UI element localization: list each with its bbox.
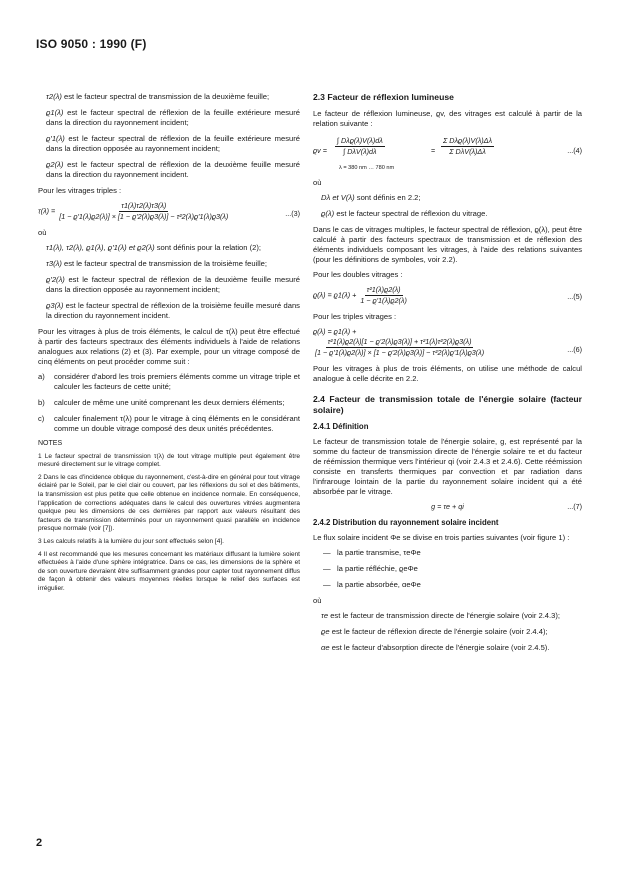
- page-header: ISO 9050 : 1990 (F): [36, 37, 147, 51]
- list-item: — la partie absorbée, αeΦe: [323, 580, 421, 589]
- note: 2 Dans le cas d'incidence oblique du rayonnement, c'est-à-dire en général pour tout vitrage éclairé par le Soleil, par le ciel clair ou couvert, par les réflexions du sol et des bâtiments, la transmission est plus petite que celle obtenue en incidence normale. En conséquence, l'application de corrections adéquates dans le calcul des ouvertures vitrées augmentera quelque peu les dimensions de ces dernières par rapport aux valeurs résultant des facteurs de transmission déterminés pour un rayonnement quasi parallèle en incidence presque normale (voir [7]).: [38, 473, 300, 533]
- notes-title: NOTES: [38, 440, 63, 447]
- definition-item: ϱe est le facteur de réflexion directe de l'énergie solaire (voir 2.4.4);: [321, 627, 548, 636]
- definition-item: ϱ1(λ) est le facteur spectral de réflexion de la feuille extérieure mesuré dans la direction du rayonnement incident;: [46, 108, 300, 127]
- equation-5: ϱ(λ) = ϱ1(λ) + $\frac{\text{τ²1(λ)ϱ2(λ)}}{1 - ϱ'1(\lambda)ϱ2(\lambda)}$ ...(5): [313, 285, 582, 305]
- equation-7: g = τe + qi ...(7): [431, 502, 582, 511]
- definition-item: τe est le facteur de transmission directe de l'énergie solaire (voir 2.4.3);: [321, 611, 560, 620]
- definition-item: τ1(λ), τ2(λ), ϱ1(λ), ϱ′1(λ) et ϱ2(λ) sont définis pour la relation (2);: [46, 243, 261, 252]
- paragraph: Le facteur de transmission totale de l'énergie solaire, g, est représenté par la somme du facteur de transmission directe de l'énergie solaire τe et du facteur de réémission thermique vers l'intérieur qi (voir 2.4.3 et 2.4.6). Cette réémission consiste en transferts thermiques par convection et par radiation dans l'infrarouge lointain de la partie du rayonnement solaire incident qui a été absorbée par le vitrage.: [313, 437, 582, 496]
- solar-parts-list: [313, 548, 582, 590]
- page-number: 2: [36, 837, 43, 849]
- paragraph: Le facteur de réflexion lumineuse, ϱv, des vitrages est calculé à partir de la relation suivante :: [313, 109, 582, 128]
- paragraph: Dans le cas de vitrages multiples, le facteur spectral de réflexion, ϱ(λ), peut être calculé à partir des facteurs spectraux de transmission et de réflexion des éléments individuels composant les vitrages, à l'aide des relations suivantes (pour les définitions de symboles, voir 2.2).: [313, 225, 582, 264]
- definition-item: ϱ2(λ) est le facteur spectral de réflexion de la deuxième feuille mesuré dans la direction du rayonnement incident.: [46, 160, 300, 179]
- paragraph: Le flux solaire incident Φe se divise en trois parties suivantes (voir figure 1) :: [313, 533, 570, 542]
- definitions-a: [38, 92, 300, 180]
- equation-6: ϱ(λ) = ϱ1(λ) + $\frac{\text{τ²1(λ)ϱ2(λ)[1 − ϱ′2(λ)ϱ3(λ)] + τ²1(λ)τ²2(λ)ϱ3(λ)}}{\text{[1 − ϱ′1(λ)ϱ2(λ)] × [1 − ϱ′2(λ)ϱ3(λ)] − τ²2(λ)ϱ′1(λ)ϱ3(λ)}}$ ...(6): [313, 327, 582, 357]
- definition-item: ϱ′2(λ) est le facteur spectral de réflexion de la deuxième feuille mesuré dans la direction opposée au rayonnement incident;: [46, 275, 300, 294]
- note: 1 Le facteur spectral de transmission τ(λ) de tout vitrage multiple peut également être mesuré directement sur le vitrage complet.: [38, 452, 300, 469]
- list-item: — la partie transmise, τeΦe: [323, 548, 421, 557]
- procedure-steps: [38, 372, 300, 434]
- right-column: [313, 92, 582, 659]
- section-heading-2-3: 2.3 Facteur de réflexion lumineuse: [313, 92, 454, 102]
- where-label: où: [313, 596, 322, 605]
- definition-item: Dλ et V(λ) sont définis en 2.2;: [321, 193, 421, 202]
- triple-intro: Pour les triples vitrages :: [313, 312, 397, 321]
- list-item: — la partie réfléchie, ϱeΦe: [323, 564, 418, 573]
- where-label: où: [38, 228, 47, 237]
- note: 4 Il est recommandé que les mesures concernant les matériaux diffusant la lumière soient effectuées à l'aide d'une sphère intégratrice. Dans ce cas, les dimensions de la sphère et de son ouverture devraient être suffisamment grandes pour capter tout rayonnement diffus de façon à obtenir des valeurs moyennes réelles lorsque le relief des surfaces est irrégulier.: [38, 550, 300, 592]
- double-intro: Pour les doubles vitrages :: [313, 270, 403, 279]
- triple-intro: Pour les vitrages triples :: [38, 186, 122, 195]
- definitions-b: [38, 243, 300, 321]
- left-column: [38, 92, 300, 598]
- section-heading-2-4: 2.4 Facteur de transmission totale de l'énergie solaire (facteur solaire): [313, 394, 582, 415]
- equation-4: ϱv = ∫ Dλϱ(λ)V(λ)dλ ∫ DλV(λ)dλ = Σ Dλϱ(λ)V(λ)Δλ Σ DλV(λ)Δλ λ = 380 nm … 780 nm ...(4): [313, 136, 582, 171]
- section-heading-2-4-1: 2.4.1 Définition: [313, 422, 369, 431]
- definition-item: αe est le facteur d'absorption directe de l'énergie solaire (voir 2.4.5).: [321, 643, 550, 652]
- list-item: c) calculer finalement τ(λ) pour le vitrage à cinq éléments en le considérant comme un double vitrage composé des deux unités précédentes.: [38, 414, 300, 433]
- equation-3: τ(λ) = $\frac{\tau 1(\lambda)\tau 2(\lambda)\tau 3(\lambda)}{\text{[1 − ϱ′1(λ)ϱ2(λ)] × [1 − ϱ′2(λ)ϱ3(λ)] − τ²2(λ)ϱ′1(λ)ϱ3(λ)}}$ ...(3): [38, 201, 300, 221]
- notes-section: [38, 440, 300, 594]
- where-label: où: [313, 178, 322, 187]
- definition-item: τ3(λ) est le facteur spectral de transmission de la troisième feuille;: [46, 259, 267, 268]
- definition-item: τ2(λ) est le facteur spectral de transmission de la deuxième feuille;: [46, 92, 270, 101]
- definition-item: ϱ(λ) est le facteur spectral de réflexion du vitrage.: [321, 209, 488, 218]
- list-item: a) considérer d'abord les trois premiers éléments comme un vitrage triple et calculer les facteurs de cette unité;: [38, 372, 300, 391]
- note: 3 Les calculs relatifs à la lumière du jour sont effectués selon [4].: [38, 537, 224, 545]
- list-item: b) calculer de même une unité comprenant les deux derniers éléments;: [38, 398, 285, 407]
- paragraph: Pour les vitrages à plus de trois éléments, on utilise une méthode de calcul analogue à celle décrite en 2.2.: [313, 364, 582, 383]
- definition-item: ϱ3(λ) est le facteur spectral de réflexion de la troisième feuille mesuré dans la direction du rayonnement incident.: [46, 301, 300, 320]
- section-heading-2-4-2: 2.4.2 Distribution du rayonnement solaire incident: [313, 518, 499, 527]
- multi-layer-paragraph: Pour les vitrages à plus de trois éléments, le calcul de τ(λ) peut être effectué à partir des facteurs spectraux des éléments individuels à l'aide de relations analogues aux relations (2) et (3). Par exemple, pour un vitrage composé de cinq éléments on peut procéder comme suit :: [38, 327, 300, 366]
- definition-item: ϱ′1(λ) est le facteur spectral de réflexion de la feuille extérieure mesuré dans la direction opposée au rayonnement incident;: [46, 134, 300, 153]
